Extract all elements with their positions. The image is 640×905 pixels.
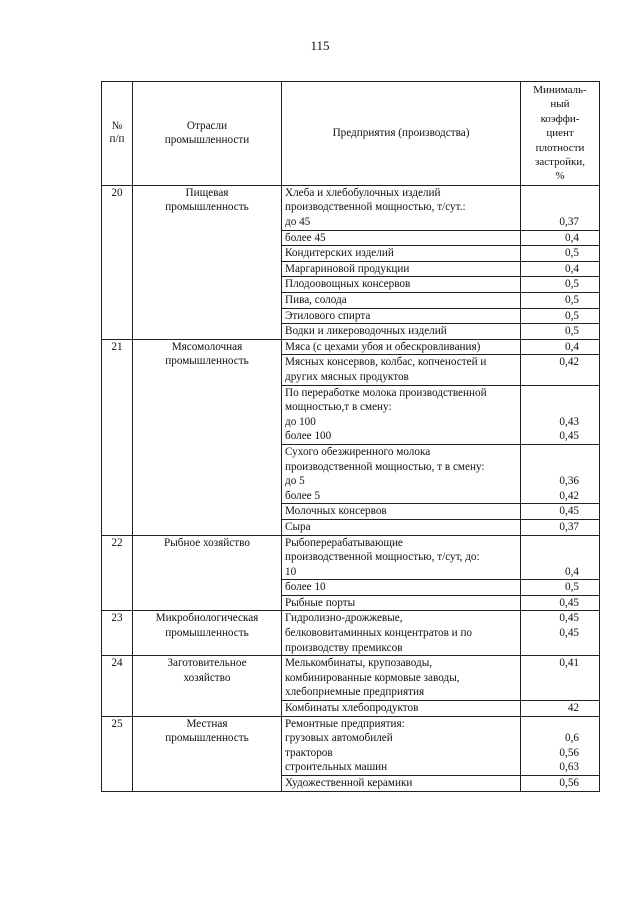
industry-cell (133, 656, 282, 716)
coefficient-value: 0,5 (565, 278, 579, 291)
enterprise-cell (282, 355, 521, 385)
enterprise-line: Мясных консервов, колбас, копченостей и (285, 356, 487, 369)
header-coef-line: % (555, 170, 565, 183)
table-row (102, 656, 600, 701)
coefficient-cell (521, 261, 600, 277)
coefficient-cell (521, 611, 600, 656)
header-coefficient (521, 82, 600, 186)
coefficient-value: 0,45 (559, 430, 579, 443)
industry-line: промышленность (165, 355, 249, 368)
coefficient-value: 0,45 (559, 596, 579, 609)
coefficient-value (524, 186, 579, 201)
coefficient-value (524, 445, 579, 460)
enterprise-cell (282, 444, 521, 503)
building-density-table (101, 81, 600, 792)
enterprise-line: комбинированные кормовые заводы, (285, 671, 460, 684)
industry-line: Местная (186, 717, 228, 730)
enterprise-cell (282, 385, 521, 444)
header-industry (133, 82, 282, 186)
enterprise-line: Этилового спирта (285, 309, 371, 322)
enterprise-line: тракторов (285, 746, 333, 759)
enterprise-line: Сухого обезжиренного молока (285, 445, 431, 458)
coefficient-value: 0,36 (559, 475, 579, 488)
coefficient-cell (521, 444, 600, 503)
enterprise-line: более 100 (285, 430, 332, 443)
enterprise-line: Рыбные порты (285, 596, 356, 609)
coefficient-cell (521, 535, 600, 580)
coefficient-value (524, 370, 579, 385)
coefficient-value: 0,5 (565, 247, 579, 260)
enterprise-line: производственной мощностью, т/сут.: (285, 201, 466, 214)
enterprise-line: Мяса (с цехами убоя и обескровливания) (285, 340, 481, 353)
enterprise-cell (282, 324, 521, 340)
enterprise-line: мощностью,т в смену: (285, 401, 392, 414)
coefficient-value: 0,5 (565, 581, 579, 594)
header-number-line: п/п (109, 133, 125, 146)
row-number-cell: 25 (102, 716, 133, 791)
enterprise-cell (282, 580, 521, 596)
enterprise-cell (282, 246, 521, 262)
enterprise-line: белкововитаминных концентратов и по (285, 627, 473, 640)
header-industry-line: Отрасли (186, 119, 228, 132)
industry-line: Пищевая (185, 186, 229, 199)
coefficient-value (524, 685, 579, 700)
enterprise-line: Молочных консервов (285, 505, 387, 518)
coefficient-value (524, 641, 579, 656)
coefficient-cell (521, 324, 600, 340)
coefficient-cell (521, 277, 600, 293)
enterprise-line: Сыра (285, 520, 311, 533)
table-row (102, 339, 600, 355)
coefficient-cell (521, 308, 600, 324)
table-header-row (102, 82, 600, 186)
coefficient-value: 0,5 (565, 325, 579, 338)
enterprise-line: производственной мощностью, т/сут, до: (285, 551, 480, 564)
enterprise-line: Пива, солода (285, 294, 347, 306)
row-number-cell: 24 (102, 656, 133, 716)
coefficient-value: 0,42 (559, 489, 579, 502)
coefficient-value: 0,5 (565, 294, 579, 306)
row-number-cell: 21 (102, 339, 133, 535)
enterprise-cell (282, 776, 521, 792)
industry-cell (133, 535, 282, 611)
coefficient-value: 42 (567, 702, 579, 715)
coefficient-value: 0,37 (559, 216, 579, 229)
enterprise-line: Плодоовощных консервов (285, 278, 411, 291)
enterprise-line: до 5 (285, 475, 305, 488)
industry-line: промышленность (165, 201, 249, 214)
enterprise-line: 10 (285, 565, 297, 578)
table-body (102, 185, 600, 791)
coefficient-value: 0,43 (559, 415, 579, 428)
coefficient-cell (521, 293, 600, 309)
coefficient-value (524, 200, 579, 215)
enterprise-line: Мелькомбинаты, крупозаводы, (285, 657, 433, 670)
row-number-cell: 22 (102, 535, 133, 611)
row-number-cell: 23 (102, 611, 133, 656)
header-coef-line: застройки, (535, 156, 585, 169)
enterprise-line: Рыбоперерабатывающие (285, 536, 403, 549)
industry-cell (133, 611, 282, 656)
coefficient-cell (521, 701, 600, 717)
industry-cell (133, 339, 282, 535)
header-coef-line: циент (546, 127, 574, 140)
industry-line: Заготовительное (167, 657, 247, 670)
enterprise-line: производственной мощностью, т в смену: (285, 460, 485, 473)
coefficient-value (524, 386, 579, 401)
table-row (102, 185, 600, 230)
header-industry-line: промышленности (164, 134, 250, 147)
enterprise-cell (282, 611, 521, 656)
enterprise-line: более 5 (285, 489, 321, 502)
coefficient-cell (521, 519, 600, 535)
enterprise-cell (282, 535, 521, 580)
enterprise-cell (282, 308, 521, 324)
coefficient-value: 0,41 (559, 657, 579, 670)
enterprise-line: строительных машин (285, 761, 388, 774)
coefficient-cell (521, 230, 600, 246)
enterprise-line: Маргариновой продукции (285, 262, 410, 275)
coefficient-value: 0,45 (559, 505, 579, 518)
enterprise-cell (282, 185, 521, 230)
coefficient-value: 0,6 (565, 732, 579, 745)
coefficient-cell (521, 185, 600, 230)
enterprise-line: Кондитерских изделий (285, 247, 394, 260)
coefficient-cell (521, 385, 600, 444)
enterprise-line: Художественной керамики (285, 777, 413, 789)
industry-cell (133, 185, 282, 339)
enterprise-line: Водки и ликероводочных изделий (285, 325, 447, 338)
table-row (102, 716, 600, 775)
enterprise-cell (282, 261, 521, 277)
coefficient-value (524, 536, 579, 551)
header-coef-line: плотности (535, 141, 585, 154)
industry-line: промышленность (165, 732, 249, 745)
coefficient-value: 0,37 (559, 520, 579, 533)
enterprise-line: более 10 (285, 581, 326, 594)
enterprise-cell (282, 504, 521, 520)
coefficient-cell (521, 355, 600, 385)
enterprise-cell (282, 701, 521, 717)
header-enterprise: Предприятия (производства) (282, 82, 521, 186)
norms-table-container (101, 81, 599, 792)
header-number (102, 82, 133, 186)
table-row (102, 611, 600, 656)
enterprise-cell (282, 656, 521, 701)
coefficient-cell (521, 580, 600, 596)
coefficient-value (524, 717, 579, 732)
coefficient-value (524, 550, 579, 565)
coefficient-cell (521, 246, 600, 262)
coefficient-value: 0,42 (559, 356, 579, 369)
enterprise-line: производству премиксов (285, 641, 403, 654)
industry-line: Мясомолочная (171, 340, 243, 353)
coefficient-cell (521, 656, 600, 701)
enterprise-line: Ремонтные предприятия: (285, 717, 405, 730)
industry-line: промышленность (165, 627, 249, 640)
coefficient-value: 0,5 (565, 309, 579, 322)
industry-line: Микробиологическая (155, 612, 259, 625)
enterprise-line: хлебоприемные предприятия (285, 686, 425, 699)
coefficient-cell (521, 339, 600, 355)
enterprise-line: до 100 (285, 415, 316, 428)
enterprise-line: Хлеба и хлебобулочных изделий (285, 186, 441, 199)
enterprise-line: По переработке молока производственной (285, 386, 487, 399)
enterprise-line: Гидролизно-дрожжевые, (285, 612, 403, 625)
coefficient-value: 0,45 (559, 612, 579, 625)
coefficient-value: 0,63 (559, 761, 579, 774)
coefficient-value (524, 460, 579, 475)
enterprise-line: грузовых автомобилей (285, 732, 393, 745)
header-coef-line: ный (550, 98, 570, 111)
row-number-cell: 20 (102, 185, 133, 339)
coefficient-value: 0,4 (565, 340, 579, 353)
enterprise-cell (282, 595, 521, 611)
coefficient-cell (521, 776, 600, 792)
page-number: 115 (310, 38, 330, 53)
enterprise-line: Комбинаты хлебопродуктов (285, 702, 419, 715)
coefficient-cell (521, 716, 600, 775)
enterprise-line: до 45 (285, 216, 311, 229)
coefficient-cell (521, 504, 600, 520)
coefficient-value: 0,56 (559, 746, 579, 759)
coefficient-value: 0,4 (565, 231, 579, 244)
enterprise-cell (282, 339, 521, 355)
enterprise-cell (282, 277, 521, 293)
coefficient-value: 0,4 (565, 565, 579, 578)
coefficient-cell (521, 595, 600, 611)
enterprise-cell (282, 519, 521, 535)
coefficient-value (524, 400, 579, 415)
coefficient-value: 0,4 (565, 262, 579, 275)
header-coef-line: коэффи- (540, 112, 580, 125)
table-row (102, 535, 600, 580)
coefficient-value: 0,45 (559, 627, 579, 640)
industry-line: Рыбное хозяйство (164, 536, 250, 549)
enterprise-cell (282, 230, 521, 246)
industry-cell (133, 716, 282, 791)
coefficient-value: 0,56 (559, 777, 579, 789)
industry-line: хозяйство (183, 671, 231, 684)
enterprise-cell (282, 293, 521, 309)
header-number-line: № (111, 120, 123, 133)
enterprise-line: других мясных продуктов (285, 370, 409, 383)
enterprise-line: более 45 (285, 231, 326, 244)
enterprise-cell (282, 716, 521, 775)
coefficient-value (524, 671, 579, 686)
header-coef-line: Минималь- (533, 84, 587, 96)
